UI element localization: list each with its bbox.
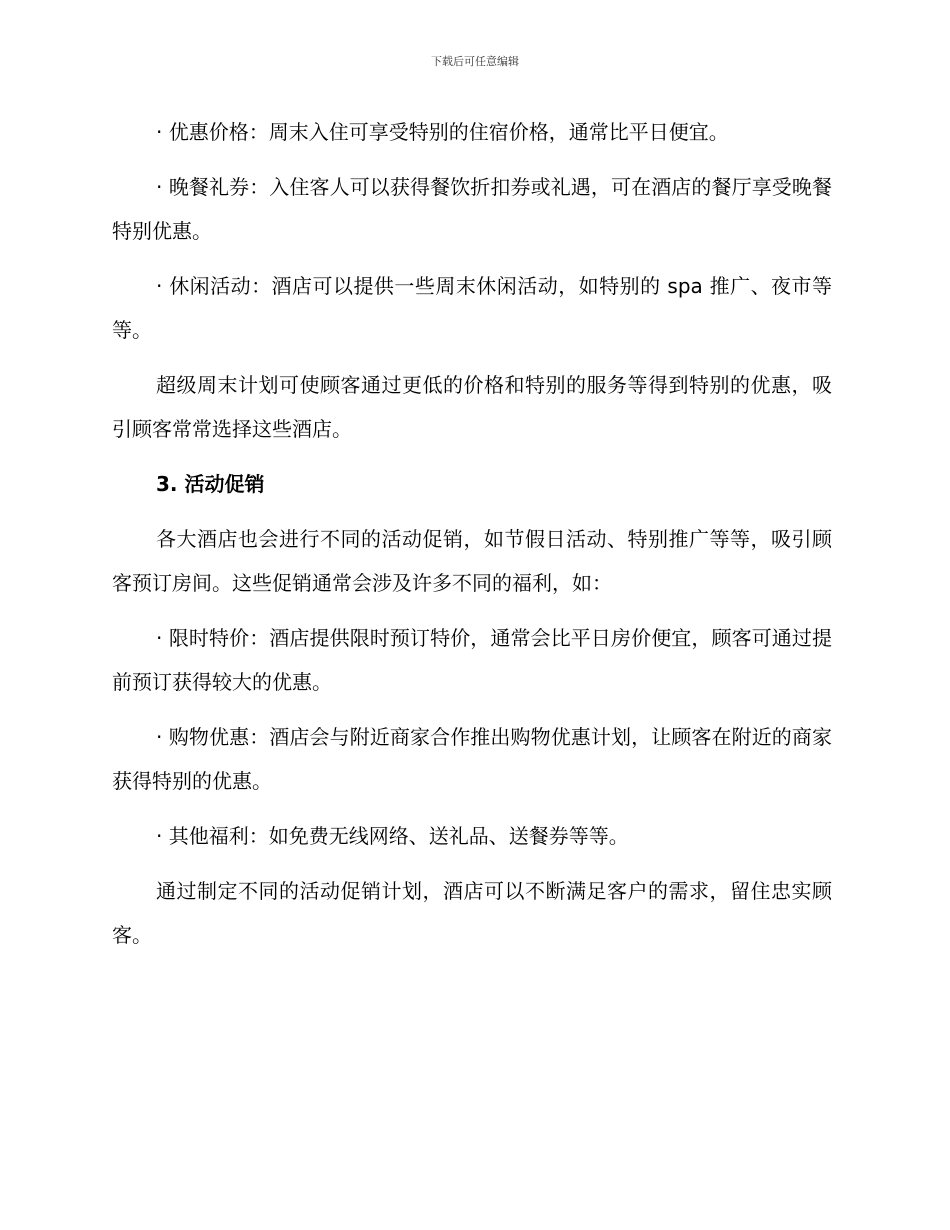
- document-body: [112, 110, 832, 968]
- bullet-limited-time-price: · 限时特价：酒店提供限时预订特价，通常会比平日房价便宜，顾客可通过提前预订获得较大的优惠。: [112, 626, 832, 694]
- paragraph-promotions-conclusion: 通过制定不同的活动促销计划，酒店可以不断满足客户的需求，留住忠实顾客。: [112, 879, 832, 947]
- bullet-leisure-activities: · 休闲活动：酒店可以提供一些周末休闲活动，如特别的 spa 推广、夜市等等。: [112, 274, 832, 342]
- bullet-shopping-discount: · 购物优惠：酒店会与附近商家合作推出购物优惠计划，让顾客在附近的商家获得特别的优惠。: [112, 725, 832, 793]
- bullet-dinner-voucher: · 晚餐礼券：入住客人可以获得餐饮折扣券或礼遇，可在酒店的餐厅享受晚餐特别优惠。: [112, 175, 832, 243]
- bullet-weekend-price: · 优惠价格：周末入住可享受特别的住宿价格，通常比平日便宜。: [156, 120, 729, 144]
- section-heading-promotions: 3. 活动促销: [156, 472, 265, 496]
- bullet-other-benefits: · 其他福利：如免费无线网络、送礼品、送餐券等等。: [156, 824, 629, 848]
- paragraph-super-weekend-summary: 超级周末计划可使顾客通过更低的价格和特别的服务等得到特别的优惠，吸引顾客常常选择这些酒店。: [112, 373, 832, 441]
- page-header-note: 下载后可任意编辑: [431, 55, 519, 68]
- paragraph-promotions-intro: 各大酒店也会进行不同的活动促销，如节假日活动、特别推广等等，吸引顾客预订房间。这些促销通常会涉及许多不同的福利，如：: [112, 527, 832, 595]
